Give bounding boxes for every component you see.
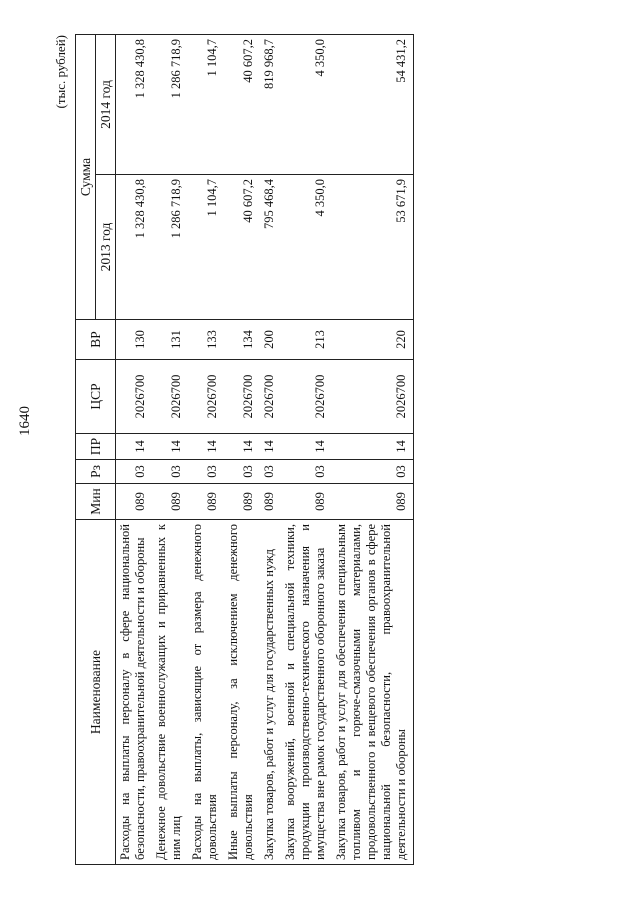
row-csr: 2026700 <box>152 360 188 434</box>
row-sum-2013: 1 286 718,9 <box>152 175 188 320</box>
table-row <box>281 34 332 864</box>
table-row <box>260 34 281 864</box>
table-row <box>188 34 224 864</box>
row-rz: 03 <box>281 460 332 484</box>
row-rz: 03 <box>224 460 260 484</box>
header-rz: Рз <box>76 460 116 484</box>
row-sum-2013: 40 607,2 <box>224 175 260 320</box>
row-sum-2014: 819 968,7 <box>260 34 281 174</box>
header-min: Мин <box>76 484 116 520</box>
row-min: 089 <box>332 484 414 520</box>
header-pr: ПР <box>76 434 116 460</box>
row-min: 089 <box>224 484 260 520</box>
row-pr: 14 <box>116 434 153 460</box>
header-2014: 2014 год <box>96 34 116 174</box>
row-sum-2014: 1 328 430,8 <box>116 34 153 174</box>
row-sum-2013: 4 350,0 <box>281 175 332 320</box>
row-name: Расходы на выплаты персоналу в сфере национальной безопасности, правоохранительной деятельности и обороны <box>116 520 153 865</box>
page-number: 1640 <box>17 406 33 436</box>
row-rz: 03 <box>152 460 188 484</box>
row-name: Закупка вооружений, военной и специальной техники, продукции производственно-технического назначения и имущества вне рамок государственного оборонного заказа <box>281 520 332 865</box>
row-pr: 14 <box>281 434 332 460</box>
row-name: Закупка товаров, работ и услуг для государственных нужд <box>260 520 281 865</box>
row-rz: 03 <box>116 460 153 484</box>
row-sum-2014: 1 104,7 <box>188 34 224 174</box>
header-name: Наименование <box>76 520 116 865</box>
row-vr: 131 <box>152 320 188 360</box>
row-sum-2014: 54 431,2 <box>332 34 414 174</box>
row-csr: 2026700 <box>188 360 224 434</box>
table-row <box>116 34 153 864</box>
row-csr: 2026700 <box>332 360 414 434</box>
row-pr: 14 <box>224 434 260 460</box>
row-vr: 133 <box>188 320 224 360</box>
header-sum: Сумма <box>76 34 96 319</box>
row-pr: 14 <box>152 434 188 460</box>
table-row <box>224 34 260 864</box>
row-sum-2013: 1 104,7 <box>188 175 224 320</box>
row-pr: 14 <box>260 434 281 460</box>
row-vr: 130 <box>116 320 153 360</box>
row-sum-2014: 40 607,2 <box>224 34 260 174</box>
row-sum-2013: 1 328 430,8 <box>116 175 153 320</box>
row-rz: 03 <box>332 460 414 484</box>
row-min: 089 <box>188 484 224 520</box>
row-sum-2014: 4 350,0 <box>281 34 332 174</box>
row-vr: 220 <box>332 320 414 360</box>
header-row <box>76 34 96 864</box>
table-row <box>332 34 414 864</box>
table-row <box>152 34 188 864</box>
header-2013: 2013 год <box>96 175 116 320</box>
row-sum-2013: 795 468,4 <box>260 175 281 320</box>
row-vr: 200 <box>260 320 281 360</box>
row-min: 089 <box>260 484 281 520</box>
row-name: Закупка товаров, работ и услуг для обеспечения специальным топливом и горюче-смазочными материалами, продовольственного и вещевого обеспечения органов в сфере национальной безопасности, правоохранительной деятельности и обороны <box>332 520 414 865</box>
row-csr: 2026700 <box>260 360 281 434</box>
row-csr: 2026700 <box>281 360 332 434</box>
row-vr: 213 <box>281 320 332 360</box>
row-csr: 2026700 <box>116 360 153 434</box>
row-pr: 14 <box>332 434 414 460</box>
budget-sheet <box>53 35 595 865</box>
row-rz: 03 <box>260 460 281 484</box>
row-min: 089 <box>152 484 188 520</box>
row-min: 089 <box>116 484 153 520</box>
row-sum-2013: 53 671,9 <box>332 175 414 320</box>
row-pr: 14 <box>188 434 224 460</box>
row-rz: 03 <box>188 460 224 484</box>
header-csr: ЦСР <box>76 360 116 434</box>
row-name: Иные выплаты персоналу, за исключением денежного довольствия <box>224 520 260 865</box>
header-vr: ВР <box>76 320 116 360</box>
row-name: Денежное довольствие военнослужащих и приравненных к ним лиц <box>152 520 188 865</box>
row-name: Расходы на выплаты, зависящие от размера денежного довольствия <box>188 520 224 865</box>
row-csr: 2026700 <box>224 360 260 434</box>
row-min: 089 <box>281 484 332 520</box>
units-label: (тыс. рублей) <box>53 35 68 109</box>
row-sum-2014: 1 286 718,9 <box>152 34 188 174</box>
row-vr: 134 <box>224 320 260 360</box>
budget-table <box>75 34 414 865</box>
